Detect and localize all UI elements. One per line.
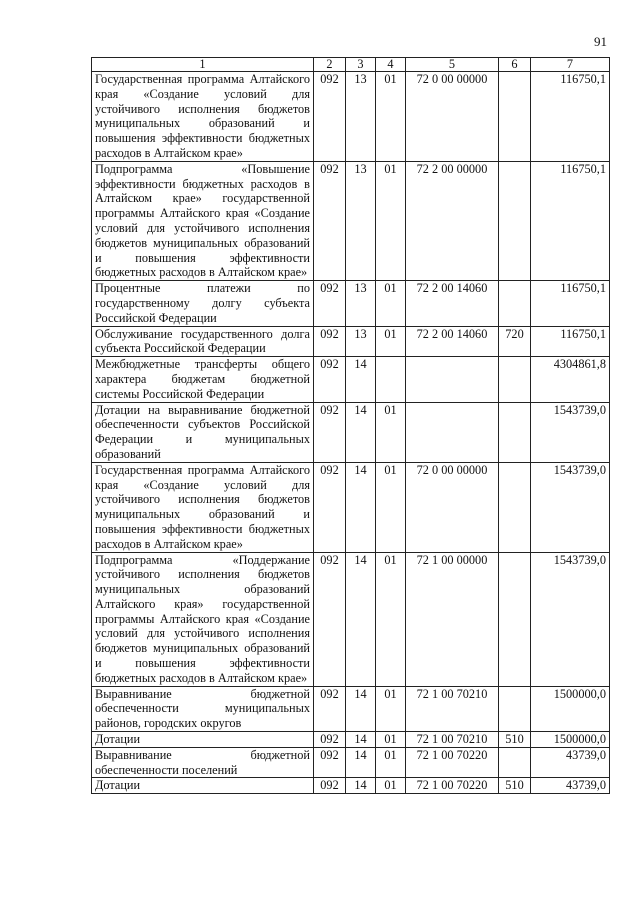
row-csr: 72 1 00 70210: [406, 732, 499, 748]
row-sum: 1543739,0: [531, 462, 610, 552]
row-ved: 092: [314, 357, 346, 402]
row-sum: 4304861,8: [531, 357, 610, 402]
table-row: [92, 402, 610, 462]
row-pr: 01: [376, 326, 406, 357]
row-ved: 092: [314, 462, 346, 552]
row-csr: [406, 402, 499, 462]
row-name: Выравнивание бюджетной обеспеченности муниципальных районов, городских округов: [92, 686, 314, 731]
row-vr: [499, 462, 531, 552]
header-cell: 1: [92, 58, 314, 72]
row-vr: [499, 552, 531, 686]
table-row: [92, 747, 610, 778]
row-pr: 01: [376, 686, 406, 731]
budget-table: [91, 57, 610, 794]
row-name: Обслуживание государственного долга субъекта Российской Федерации: [92, 326, 314, 357]
row-ved: 092: [314, 747, 346, 778]
table-row: [92, 281, 610, 326]
row-vr: 510: [499, 778, 531, 794]
header-cell: 6: [499, 58, 531, 72]
row-pr: 01: [376, 281, 406, 326]
row-csr: 72 2 00 00000: [406, 161, 499, 280]
header-cell: 2: [314, 58, 346, 72]
table-row: [92, 462, 610, 552]
row-sum: 1500000,0: [531, 732, 610, 748]
table-row: [92, 732, 610, 748]
table-row: [92, 552, 610, 686]
row-csr: 72 2 00 14060: [406, 326, 499, 357]
row-vr: [499, 281, 531, 326]
row-vr: [499, 161, 531, 280]
row-csr: 72 2 00 14060: [406, 281, 499, 326]
row-name: Подпрограмма «Повышение эффективности бюджетных расходов в Алтайском крае» государственной программы Алтайского края «Создание условий для устойчивого исполнения бюджетов муниципальных образований и повышения эффективности бюджетных расходов в Алтайском крае»: [92, 161, 314, 280]
row-rz: 14: [346, 747, 376, 778]
row-ved: 092: [314, 161, 346, 280]
row-vr: [499, 402, 531, 462]
row-name: Государственная программа Алтайского края «Создание условий для устойчивого исполнения бюджетов муниципальных образований и повышения эффективности бюджетных расходов в Алтайском крае»: [92, 72, 314, 162]
row-pr: 01: [376, 732, 406, 748]
table-row: [92, 161, 610, 280]
header-cell: 7: [531, 58, 610, 72]
row-rz: 14: [346, 778, 376, 794]
row-sum: 116750,1: [531, 326, 610, 357]
page-number: 91: [594, 34, 607, 49]
row-csr: 72 1 00 70220: [406, 778, 499, 794]
table-row: [92, 72, 610, 162]
row-vr: [499, 686, 531, 731]
row-name: Дотации: [92, 778, 314, 794]
row-name: Подпрограмма «Поддержание устойчивого исполнения бюджетов муниципальных образований Алтайского края» государственной программы Алтайского края «Создание условий для устойчивого исполнения бюджетов муниципальных образований и повышения эффективности бюджетных расходов в Алтайском крае»: [92, 552, 314, 686]
table-row: [92, 326, 610, 357]
table-row: [92, 686, 610, 731]
row-pr: 01: [376, 462, 406, 552]
row-sum: 1543739,0: [531, 402, 610, 462]
row-name: Выравнивание бюджетной обеспеченности поселений: [92, 747, 314, 778]
row-sum: 43739,0: [531, 778, 610, 794]
row-pr: 01: [376, 72, 406, 162]
row-pr: 01: [376, 552, 406, 686]
row-csr: 72 1 00 00000: [406, 552, 499, 686]
header-cell: 4: [376, 58, 406, 72]
row-vr: [499, 747, 531, 778]
row-rz: 13: [346, 281, 376, 326]
row-rz: 14: [346, 552, 376, 686]
row-csr: 72 1 00 70220: [406, 747, 499, 778]
row-name: Межбюджетные трансферты общего характера бюджетам бюджетной системы Российской Федерации: [92, 357, 314, 402]
row-sum: 116750,1: [531, 72, 610, 162]
row-name: Дотации: [92, 732, 314, 748]
row-ved: 092: [314, 281, 346, 326]
row-ved: 092: [314, 72, 346, 162]
row-vr: 510: [499, 732, 531, 748]
row-csr: 72 0 00 00000: [406, 72, 499, 162]
row-rz: 14: [346, 357, 376, 402]
row-csr: 72 0 00 00000: [406, 462, 499, 552]
header-cell: 3: [346, 58, 376, 72]
row-rz: 14: [346, 462, 376, 552]
row-ved: 092: [314, 552, 346, 686]
row-vr: [499, 357, 531, 402]
row-ved: 092: [314, 402, 346, 462]
row-pr: 01: [376, 778, 406, 794]
row-sum: 43739,0: [531, 747, 610, 778]
row-pr: 01: [376, 161, 406, 280]
row-rz: 14: [346, 402, 376, 462]
row-name: Дотации на выравнивание бюджетной обеспеченности субъектов Российской Федерации и муниципальных образований: [92, 402, 314, 462]
row-csr: [406, 357, 499, 402]
row-pr: 01: [376, 747, 406, 778]
row-rz: 13: [346, 326, 376, 357]
row-ved: 092: [314, 778, 346, 794]
row-sum: 116750,1: [531, 281, 610, 326]
table-row: [92, 778, 610, 794]
row-vr: [499, 72, 531, 162]
row-csr: 72 1 00 70210: [406, 686, 499, 731]
header-cell: 5: [406, 58, 499, 72]
header-row: [92, 58, 610, 72]
table-row: [92, 357, 610, 402]
row-ved: 092: [314, 686, 346, 731]
row-rz: 14: [346, 686, 376, 731]
row-name: Государственная программа Алтайского края «Создание условий для устойчивого исполнения бюджетов муниципальных образований и повышения эффективности бюджетных расходов в Алтайском крае»: [92, 462, 314, 552]
row-pr: 01: [376, 402, 406, 462]
row-sum: 116750,1: [531, 161, 610, 280]
row-rz: 14: [346, 732, 376, 748]
row-ved: 092: [314, 732, 346, 748]
row-sum: 1543739,0: [531, 552, 610, 686]
row-pr: [376, 357, 406, 402]
row-sum: 1500000,0: [531, 686, 610, 731]
row-vr: 720: [499, 326, 531, 357]
row-rz: 13: [346, 161, 376, 280]
row-ved: 092: [314, 326, 346, 357]
row-rz: 13: [346, 72, 376, 162]
row-name: Процентные платежи по государственному долгу субъекта Российской Федерации: [92, 281, 314, 326]
